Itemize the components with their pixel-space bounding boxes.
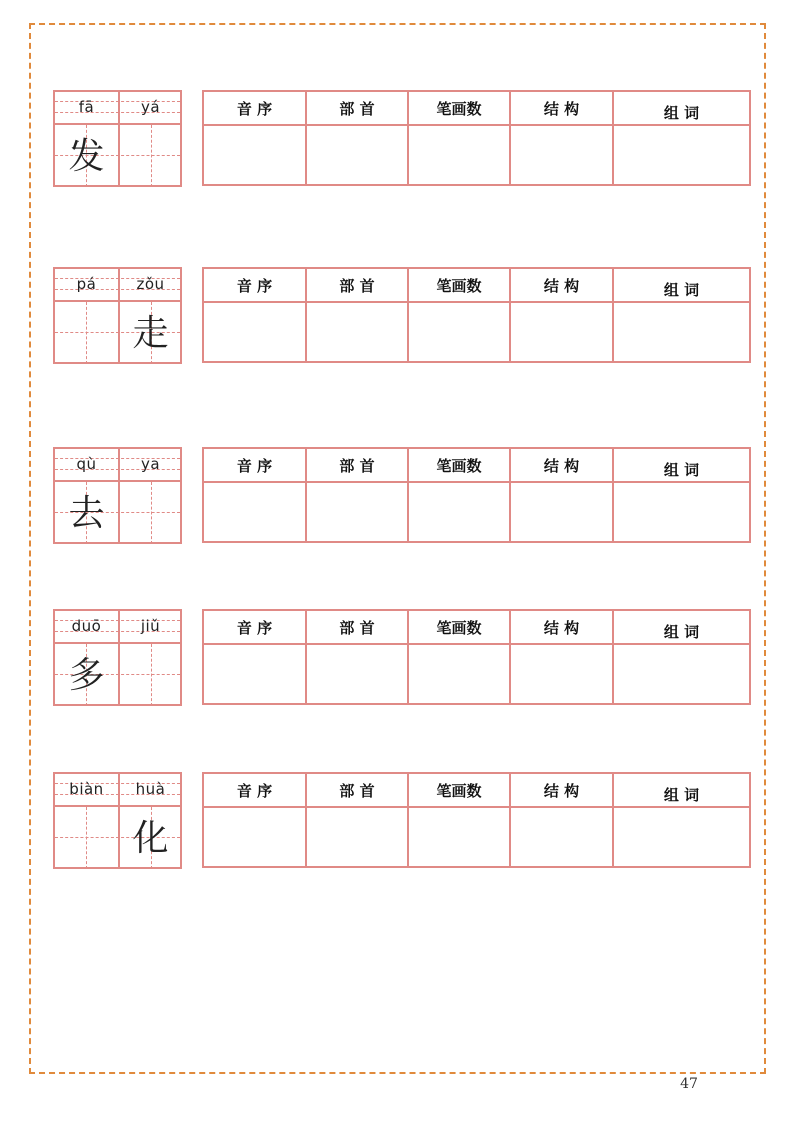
answer-pronunciation[interactable] — [204, 303, 305, 361]
header-radical: 部 首 — [339, 457, 375, 475]
pinyin-1: duō — [71, 617, 102, 635]
header-words: 组 词 — [663, 104, 700, 122]
info-table — [202, 772, 751, 868]
pinyin-2: huà — [135, 780, 166, 798]
answer-strokes[interactable] — [409, 808, 509, 866]
header-pronunciation: 音 序 — [236, 782, 273, 800]
answer-strokes[interactable] — [409, 126, 509, 184]
header-structure: 结 构 — [543, 457, 580, 475]
hanzi-1[interactable] — [55, 305, 118, 363]
pinyin-2: zǒu — [136, 275, 165, 293]
info-table — [202, 609, 751, 705]
hanzi-1[interactable]: 多 — [68, 655, 105, 696]
answer-words[interactable] — [614, 483, 749, 541]
hanzi-2[interactable] — [119, 485, 182, 543]
answer-strokes[interactable] — [409, 483, 509, 541]
hanzi-2[interactable]: 化 — [132, 818, 169, 859]
header-strokes: 笔画数 — [436, 619, 482, 637]
hanzi-1[interactable]: 发 — [68, 136, 105, 177]
hanzi-2[interactable]: 走 — [132, 313, 169, 354]
answer-radical[interactable] — [307, 303, 407, 361]
pinyin-2: jiǔ — [140, 617, 161, 635]
answer-structure[interactable] — [511, 126, 612, 184]
header-structure: 结 构 — [543, 782, 580, 800]
character-row — [0, 90, 793, 190]
header-words: 组 词 — [663, 281, 700, 299]
header-words: 组 词 — [663, 786, 700, 804]
answer-pronunciation[interactable] — [204, 483, 305, 541]
info-table — [202, 267, 751, 363]
header-strokes: 笔画数 — [436, 782, 482, 800]
header-structure: 结 构 — [543, 277, 580, 295]
header-structure: 结 构 — [543, 619, 580, 637]
answer-strokes[interactable] — [409, 645, 509, 703]
answer-structure[interactable] — [511, 303, 612, 361]
answer-words[interactable] — [614, 645, 749, 703]
answer-radical[interactable] — [307, 808, 407, 866]
answer-words[interactable] — [614, 126, 749, 184]
answer-structure[interactable] — [511, 483, 612, 541]
tianzige-box — [53, 609, 182, 706]
header-radical: 部 首 — [339, 782, 375, 800]
tianzige-box — [53, 90, 182, 187]
header-words: 组 词 — [663, 623, 700, 641]
hanzi-1[interactable]: 去 — [68, 493, 105, 534]
header-pronunciation: 音 序 — [236, 619, 273, 637]
character-row — [0, 772, 793, 872]
answer-structure[interactable] — [511, 808, 612, 866]
character-row — [0, 609, 793, 709]
pinyin-1: qù — [76, 455, 97, 473]
header-pronunciation: 音 序 — [236, 277, 273, 295]
header-strokes: 笔画数 — [436, 457, 482, 475]
tianzige-box — [53, 447, 182, 544]
page-number: 47 — [680, 1076, 698, 1092]
answer-words[interactable] — [614, 808, 749, 866]
answer-words[interactable] — [614, 303, 749, 361]
header-strokes: 笔画数 — [436, 100, 482, 118]
answer-strokes[interactable] — [409, 303, 509, 361]
pinyin-2: yá — [140, 98, 161, 116]
header-pronunciation: 音 序 — [236, 457, 273, 475]
header-pronunciation: 音 序 — [236, 100, 273, 118]
hanzi-2[interactable] — [119, 647, 182, 705]
header-words: 组 词 — [663, 461, 700, 479]
hanzi-1[interactable] — [55, 810, 118, 868]
character-row — [0, 267, 793, 367]
answer-radical[interactable] — [307, 645, 407, 703]
info-table — [202, 447, 751, 543]
tianzige-box — [53, 267, 182, 364]
answer-pronunciation[interactable] — [204, 126, 305, 184]
pinyin-1: fā — [78, 98, 95, 116]
header-radical: 部 首 — [339, 277, 375, 295]
pinyin-1: biàn — [69, 780, 104, 798]
header-radical: 部 首 — [339, 100, 375, 118]
tianzige-box — [53, 772, 182, 869]
header-structure: 结 构 — [543, 100, 580, 118]
answer-pronunciation[interactable] — [204, 808, 305, 866]
answer-radical[interactable] — [307, 483, 407, 541]
hanzi-2[interactable] — [119, 128, 182, 186]
character-row — [0, 447, 793, 547]
answer-pronunciation[interactable] — [204, 645, 305, 703]
header-radical: 部 首 — [339, 619, 375, 637]
answer-radical[interactable] — [307, 126, 407, 184]
pinyin-2: ya — [140, 455, 161, 473]
info-table — [202, 90, 751, 186]
answer-structure[interactable] — [511, 645, 612, 703]
header-strokes: 笔画数 — [436, 277, 482, 295]
pinyin-1: pá — [76, 275, 97, 293]
